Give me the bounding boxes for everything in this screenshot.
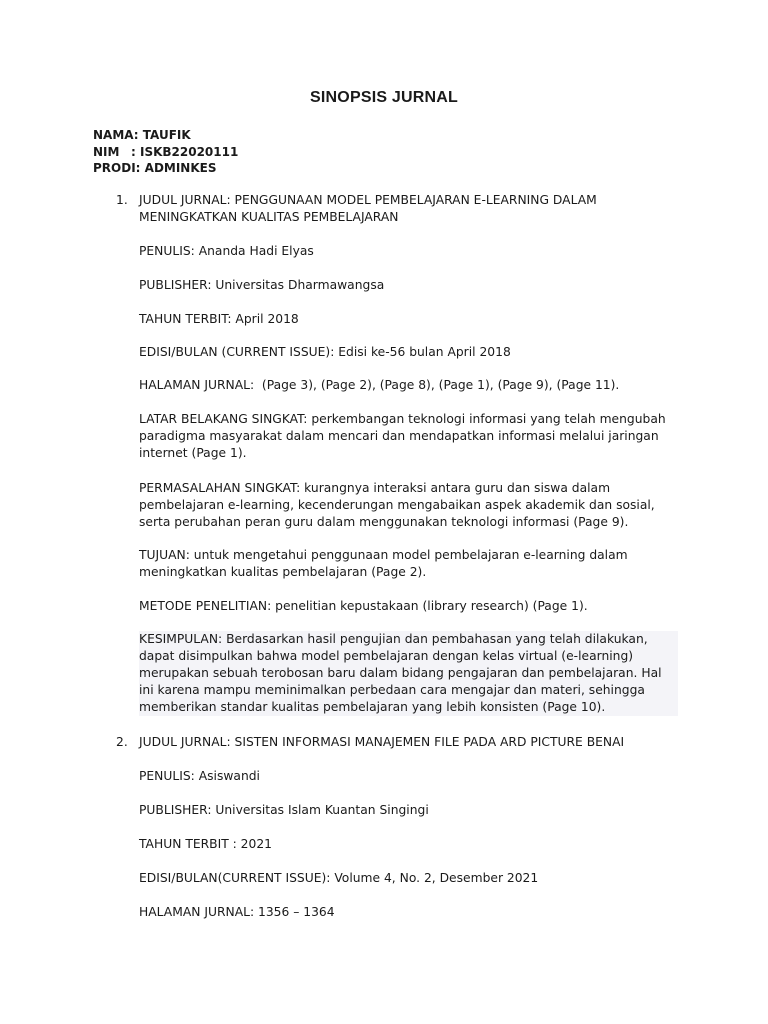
tujuan: TUJUAN: untuk mengetahui penggunaan model pembelajaran e-learning dalam meningkatkan kualitas pembelajaran (Page 2). (139, 548, 632, 579)
prodi-row (93, 160, 238, 177)
kesimpulan: KESIMPULAN: Berdasarkan hasil pengujian dan pembahasan yang telah dilakukan, dapat disimpulkan bahwa model pembelajaran dengan kelas virtual (e-learning) merupakan sebuah terobosan baru dalam bidang pengajaran dan pembelajaran. Hal ini karena mampu meminimalkan perbedaan cara mengajar dan materi, sehingga memberikan standar kualitas pembelajaran yang lebih konsisten (Page 10). (139, 631, 678, 716)
judul-jurnal: JUDUL JURNAL: PENGGUNAAN MODEL PEMBELAJARAN E-LEARNING DALAM MENINGKATKAN KUALITAS PEMBELAJARAN (139, 193, 601, 224)
edisi-bulan: EDISI/BULAN (CURRENT ISSUE): Edisi ke-56 bulan April 2018 (139, 345, 511, 359)
prodi-value: ADMINKES (144, 161, 217, 175)
nim-row (93, 144, 238, 161)
halaman-jurnal: HALAMAN JURNAL: 1356 – 1364 (139, 905, 335, 919)
judul-jurnal: JUDUL JURNAL: SISTEN INFORMASI MANAJEMEN FILE PADA ARD PICTURE BENAI (139, 735, 625, 749)
nama-value: TAUFIK (142, 128, 191, 142)
publisher: PUBLISHER: Universitas Dharmawangsa (139, 278, 385, 292)
permasalahan: PERMASALAHAN SINGKAT: kurangnya interaksi antara guru dan siswa dalam pembelajaran e-learning, kecenderungan mengabaikan aspek akademik dan sosial, serta perubahan peran guru dalam menggunakan teknologi informasi (Page 9). (139, 481, 659, 529)
nama-row (93, 127, 238, 144)
nama-label: NAMA: (93, 128, 139, 142)
tahun-terbit: TAHUN TERBIT: April 2018 (139, 312, 299, 326)
penulis: PENULIS: Asiswandi (139, 769, 260, 783)
entry-number: 1. (116, 193, 128, 207)
student-identity (93, 127, 238, 177)
latar-belakang: LATAR BELAKANG SINGKAT: perkembangan teknologi informasi yang telah mengubah paradigma masyarakat dalam mencari dan mendapatkan informasi melalui jaringan internet (Page 1). (139, 412, 670, 460)
publisher: PUBLISHER: Universitas Islam Kuantan Singingi (139, 803, 429, 817)
document-title: SINOPSIS JURNAL (310, 89, 458, 106)
edisi-bulan: EDISI/BULAN(CURRENT ISSUE): Volume 4, No. 2, Desember 2021 (139, 871, 539, 885)
tahun-terbit: TAHUN TERBIT : 2021 (139, 837, 272, 851)
penulis: PENULIS: Ananda Hadi Elyas (139, 244, 314, 258)
nim-label: NIM (93, 144, 120, 159)
nim-value: : ISKB22020111 (131, 144, 239, 159)
entry-number: 2. (116, 735, 128, 749)
metode-penelitian: METODE PENELITIAN: penelitian kepustakaan (library research) (Page 1). (139, 599, 588, 613)
halaman-jurnal: HALAMAN JURNAL: (Page 3), (Page 2), (Page 8), (Page 1), (Page 9), (Page 11). (139, 378, 620, 392)
prodi-label: PRODI: (93, 161, 141, 175)
